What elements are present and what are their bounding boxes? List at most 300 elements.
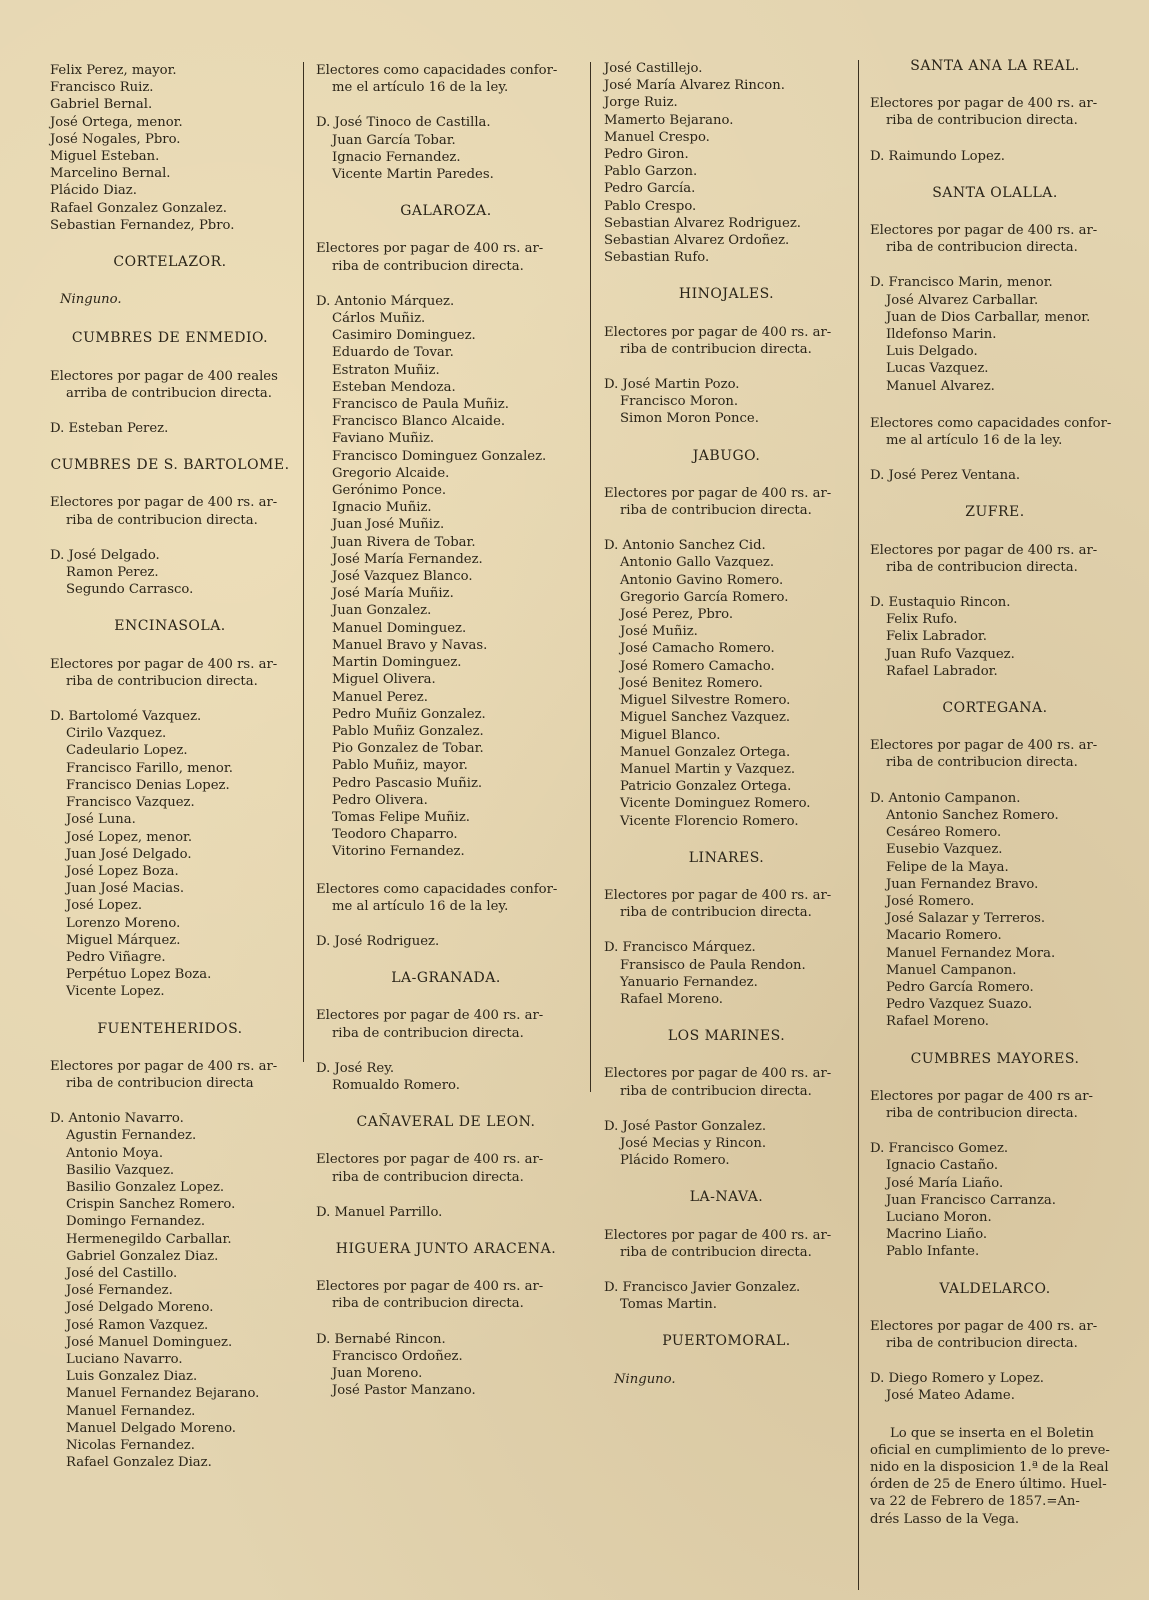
elector-name: Hermenegildo Carballar. [66, 1231, 232, 1247]
elector-name: D. Francisco Gomez. [870, 1141, 1009, 1157]
elector-list [316, 293, 576, 861]
intro-line: riba de contribucion directa. [886, 559, 1078, 575]
elector-name: Ramon Perez. [66, 565, 159, 581]
intro-line: Electores por pagar de 400 reales [50, 368, 278, 384]
intro-line: riba de contribucion directa. [886, 113, 1078, 129]
section-intro [316, 1278, 576, 1312]
elector-name: D. Eustaquio Rincon. [870, 595, 1011, 611]
intro-line: riba de contribucion directa. [332, 1296, 524, 1312]
elector-name: D. Francisco Marin, menor. [870, 275, 1053, 291]
elector-name: José Fernandez. [66, 1283, 173, 1299]
closing-note [870, 1425, 1120, 1528]
elector-name: Ignacio Muñiz. [332, 500, 432, 516]
elector-name: Manuel Fernandez. [66, 1403, 196, 1419]
section-title: PUERTOMORAL. [662, 1333, 791, 1350]
elector-name: Miguel Esteban. [50, 149, 160, 165]
elector-name: Ignacio Castaño. [886, 1158, 999, 1174]
section-intro [870, 737, 1120, 771]
elector-name: José María Fernandez. [332, 551, 483, 567]
elector-name: Lucas Vazquez. [886, 361, 989, 377]
elector-name: Pedro Olivera. [332, 792, 428, 808]
elector-name: Patricio Gonzalez Ortega. [620, 779, 792, 795]
intro-line: riba de contribucion directa. [332, 1169, 524, 1185]
intro-line: Electores por pagar de 400 rs. ar- [870, 1318, 1098, 1334]
note-line: Lo que se inserta en el Boletin [890, 1425, 1094, 1441]
elector-name: D. Raimundo Lopez. [870, 148, 1005, 164]
elector-name: Cirilo Vazquez. [66, 726, 167, 742]
section-intro [50, 368, 290, 402]
elector-list [316, 1060, 576, 1094]
section-title: JABUGO. [692, 447, 761, 464]
elector-name: Pedro García Romero. [886, 979, 1034, 995]
elector-name: José Luna. [66, 812, 136, 828]
elector-name: Pedro Giron. [604, 147, 689, 163]
elector-name: Eduardo de Tovar. [332, 345, 454, 361]
elector-name: D. Antonio Sanchez Cid. [604, 538, 766, 554]
section-title: ZUFRE. [965, 504, 1025, 521]
intro-line: Electores como capacidades confor- [316, 881, 558, 897]
section-encinasola [50, 618, 290, 1000]
elector-name: Sebastian Alvarez Ordoñez. [604, 233, 790, 249]
elector-name: Francisco Farillo, menor. [66, 760, 233, 776]
elector-name: Pedro García. [604, 181, 696, 197]
elector-list [604, 1279, 849, 1313]
elector-name: Simon Moron Ponce. [620, 411, 759, 427]
column-3 [604, 60, 849, 1410]
intro-line: Electores por pagar de 400 rs. ar- [870, 738, 1098, 754]
intro-line: riba de contribucion directa. [620, 905, 812, 921]
elector-name: José Alvarez Carballar. [886, 292, 1039, 308]
intro-line: riba de contribucion directa. [886, 755, 1078, 771]
elector-name: Francisco Moron. [620, 394, 739, 410]
elector-name: Francisco Ruiz. [50, 80, 154, 96]
elector-list [870, 274, 1120, 394]
elector-name: Pablo Muñiz Gonzalez. [332, 723, 484, 739]
intro-line: riba de contribucion directa. [620, 341, 812, 357]
section-capacidades [316, 62, 576, 183]
elector-name: Sebastian Fernandez, Pbro. [50, 217, 235, 233]
section-title: HINOJALES. [678, 286, 775, 303]
elector-list [870, 1370, 1120, 1404]
section-title: SANTA OLALLA. [932, 184, 1058, 201]
elector-name: Mamerto Bejarano. [604, 112, 734, 128]
elector-name: D. José Rodriguez. [316, 933, 440, 949]
elector-name: José Muñiz. [620, 624, 698, 640]
elector-name: Francisco Ordoñez. [332, 1348, 463, 1364]
elector-name: Cesáreo Romero. [886, 825, 1002, 841]
elector-name: Manuel Gonzalez Ortega. [620, 744, 791, 760]
elector-name: Crispin Sanchez Romero. [66, 1197, 236, 1213]
section-intro [870, 415, 1120, 449]
elector-name: José Ramon Vazquez. [66, 1317, 209, 1333]
section-title: LA-GRANADA. [391, 970, 501, 987]
elector-name: José Mecias y Rincon. [620, 1135, 767, 1151]
section-higuera [316, 1241, 576, 1399]
elector-name: Rafael Gonzalez Gonzalez. [50, 200, 227, 216]
intro-line: riba de contribucion directa. [620, 1244, 812, 1260]
elector-name: Pablo Muñiz, mayor. [332, 758, 468, 774]
elector-list [604, 1118, 849, 1170]
elector-name: D. José Tinoco de Castilla. [316, 115, 491, 131]
elector-list [50, 420, 290, 437]
elector-name: Luis Gonzalez Diaz. [66, 1369, 198, 1385]
section-intro [50, 656, 290, 690]
elector-name: Miguel Blanco. [620, 727, 721, 743]
elector-name: Ildefonso Marin. [886, 327, 997, 343]
section-la-granada [316, 970, 576, 1094]
elector-list [870, 467, 1120, 484]
elector-name: Juan Rufo Vazquez. [886, 646, 1015, 662]
elector-name: D. Bernabé Rincon. [316, 1331, 446, 1347]
elector-name: Pedro Muñiz Gonzalez. [332, 706, 486, 722]
elector-name: Felipe de la Maya. [886, 859, 1009, 875]
elector-name: Gabriel Gonzalez Diaz. [66, 1248, 219, 1264]
section-los-marines [604, 1028, 849, 1169]
intro-line: riba de contribucion directa. [620, 503, 812, 519]
elector-name: José María Liaño. [886, 1175, 1004, 1191]
intro-line: riba de contribucion directa [66, 1075, 254, 1091]
elector-name: Basilio Vazquez. [66, 1162, 175, 1178]
elector-name: Francisco Dominguez Gonzalez. [332, 448, 547, 464]
elector-name: Faviano Muñiz. [332, 431, 435, 447]
section-puertomoral [604, 1333, 849, 1387]
elector-name: Antonio Gavino Romero. [620, 572, 784, 588]
elector-name: José Lopez Boza. [66, 863, 179, 879]
elector-list [316, 933, 576, 950]
elector-name: D. José Pastor Gonzalez. [604, 1118, 767, 1134]
elector-name: José Manuel Dominguez. [66, 1334, 233, 1350]
elector-name: Gerónimo Ponce. [332, 483, 447, 499]
intro-line: Electores por pagar de 400 rs. ar- [316, 1152, 544, 1168]
elector-name: Cadeulario Lopez. [66, 743, 188, 759]
intro-line: Electores como capacidades confor- [316, 63, 558, 78]
section-intro [316, 1007, 576, 1041]
intro-line: Electores por pagar de 400 rs ar- [870, 1088, 1094, 1104]
elector-name: Juan de Dios Carballar, menor. [886, 309, 1091, 325]
note-line: drés Lasso de la Vega. [870, 1511, 1020, 1527]
section-title: CORTEGANA. [942, 700, 1048, 717]
elector-name: Juan José Delgado. [66, 846, 192, 862]
elector-name: Manuel Alvarez. [886, 378, 995, 394]
intro-line: Electores por pagar de 400 rs. ar- [604, 1227, 832, 1243]
elector-name: Antonio Gallo Vazquez. [620, 555, 775, 571]
elector-name: Felix Rufo. [886, 612, 958, 628]
elector-name: Pablo Infante. [886, 1244, 980, 1260]
elector-name: Gabriel Bernal. [50, 97, 153, 113]
elector-name: D. Antonio Campanon. [870, 790, 1021, 806]
section-santa-olalla-capacidades [870, 415, 1120, 485]
elector-name: Cárlos Muñiz. [332, 311, 426, 327]
section-intro [604, 324, 849, 358]
note-line: nido en la disposicion 1.ª de la Real [870, 1459, 1109, 1475]
section-title: LINARES. [688, 849, 765, 866]
section-galaroza [316, 203, 576, 860]
section-zufre [870, 504, 1120, 680]
section-jabugo [604, 448, 849, 830]
elector-name: José Salazar y Terreros. [886, 911, 1046, 927]
elector-name: José Benitez Romero. [620, 675, 763, 691]
intro-line: riba de contribucion directa. [332, 258, 524, 274]
column-1 [50, 62, 290, 1491]
section-title: CUMBRES MAYORES. [910, 1050, 1080, 1067]
section-intro [604, 887, 849, 921]
intro-line: Electores por pagar de 400 rs. ar- [604, 887, 832, 903]
elector-name: Rafael Moreno. [620, 991, 723, 1007]
elector-name: D. Manuel Parrillo. [316, 1204, 443, 1220]
elector-name: Luciano Moron. [886, 1209, 992, 1225]
elector-name: Macario Romero. [886, 928, 1002, 944]
elector-name: Luciano Navarro. [66, 1351, 183, 1367]
elector-name: Manuel Fernandez Bejarano. [66, 1386, 260, 1402]
section-intro [316, 1151, 576, 1185]
section-santa-olalla [870, 185, 1120, 395]
elector-name: Manuel Crespo. [604, 129, 710, 145]
elector-name: D. José Rey. [316, 1060, 395, 1076]
section-title: CUMBRES DE S. BARTOLOME. [50, 457, 290, 474]
section-title: FUENTEHERIDOS. [97, 1020, 243, 1037]
ninguno-text: Ninguno. [614, 1371, 676, 1387]
elector-name: Esteban Mendoza. [332, 379, 456, 395]
elector-name: Felix Perez, mayor. [50, 63, 177, 78]
elector-name: D. José Delgado. [50, 547, 160, 563]
intro-line: riba de contribucion directa. [886, 240, 1078, 256]
intro-line: Electores por pagar de 400 rs. ar- [870, 96, 1098, 112]
elector-list [870, 148, 1120, 165]
elector-name: Tomas Martin. [620, 1297, 717, 1313]
elector-name: Rafael Labrador. [886, 663, 998, 679]
elector-name: José Pastor Manzano. [332, 1383, 476, 1399]
elector-name: José María Alvarez Rincon. [604, 78, 785, 94]
intro-line: riba de contribucion directa. [886, 1335, 1078, 1351]
intro-line: Electores por pagar de 400 rs. ar- [316, 241, 544, 257]
intro-line: Electores por pagar de 400 rs. ar- [316, 1279, 544, 1295]
elector-name: José Nogales, Pbro. [50, 131, 181, 147]
section-intro [50, 494, 290, 528]
elector-name: Miguel Silvestre Romero. [620, 693, 791, 709]
intro-line: Electores por pagar de 400 rs. ar- [604, 324, 832, 340]
elector-name: José del Castillo. [66, 1265, 178, 1281]
section-santa-ana [870, 58, 1120, 165]
elector-list [604, 376, 849, 428]
elector-name: Antonio Moya. [66, 1145, 164, 1161]
section-intro [870, 542, 1120, 576]
column-rule [590, 62, 591, 1092]
elector-name: Manuel Martin y Vazquez. [620, 761, 796, 777]
section-cumbres-bartolome [50, 457, 290, 598]
elector-name: Fransisco de Paula Rendon. [620, 957, 806, 973]
elector-name: Juan Rivera de Tobar. [332, 534, 476, 550]
elector-name: Juan Fernandez Bravo. [886, 876, 1039, 892]
elector-name: José Castillejo. [604, 61, 703, 76]
elector-name: Nicolas Fernandez. [66, 1438, 195, 1453]
elector-name: Miguel Olivera. [332, 672, 436, 688]
elector-name: D. Antonio Márquez. [316, 293, 455, 309]
elector-name: Eusebio Vazquez. [886, 842, 1003, 858]
elector-list [870, 594, 1120, 680]
elector-name: Francisco Vazquez. [66, 795, 195, 811]
section-title: LOS MARINES. [667, 1028, 786, 1045]
elector-list [870, 790, 1120, 1031]
intro-line: riba de contribucion directa. [66, 673, 258, 689]
elector-name: D. Francisco Márquez. [604, 940, 756, 956]
elector-name: Vicente Lopez. [66, 984, 165, 1000]
intro-line: me al artículo 16 de la ley. [332, 898, 509, 914]
elector-name: Macrino Liaño. [886, 1227, 988, 1243]
section-intro [870, 1088, 1120, 1122]
elector-name: D. José Martin Pozo. [604, 377, 740, 393]
elector-name: Francisco de Paula Muñiz. [332, 397, 509, 413]
elector-list [316, 1204, 576, 1221]
elector-list [50, 1110, 290, 1471]
elector-name: Pedro Vazquez Suazo. [886, 997, 1033, 1013]
intro-line: Electores por pagar de 400 rs. ar- [50, 656, 278, 672]
column-rule [858, 60, 859, 1590]
section-title: LA-NAVA. [689, 1189, 764, 1206]
elector-name: Manuel Perez. [332, 689, 428, 705]
section-hinojales [604, 286, 849, 427]
elector-name: José Camacho Romero. [620, 641, 775, 657]
elector-name: Plácido Diaz. [50, 183, 137, 199]
elector-list [604, 939, 849, 1008]
section-title: CAÑAVERAL DE LEON. [356, 1114, 536, 1131]
elector-name: Gregorio Alcaide. [332, 465, 450, 481]
elector-name: Rafael Moreno. [886, 1014, 989, 1030]
elector-name: D. Francisco Javier Gonzalez. [604, 1279, 801, 1295]
elector-name: Estraton Muñiz. [332, 362, 440, 378]
elector-list [316, 1331, 576, 1400]
intro-line: Electores por pagar de 400 rs. ar- [604, 485, 832, 501]
elector-name: Romualdo Romero. [332, 1077, 460, 1093]
section-valdelarco [870, 1281, 1120, 1405]
section-intro [50, 1058, 290, 1092]
note-line: va 22 de Febrero de 1857.=An- [870, 1494, 1080, 1510]
elector-name: Francisco Denias Lopez. [66, 777, 230, 793]
section-intro [604, 1065, 849, 1099]
elector-name: Sebastian Rufo. [604, 250, 710, 266]
section-title: GALAROZA. [400, 203, 492, 220]
section-intro [604, 485, 849, 519]
intro-line: Electores como capacidades confor- [870, 415, 1112, 431]
section-galaroza-capacidades [316, 881, 576, 951]
elector-name: Segundo Carrasco. [66, 582, 194, 598]
section-title: ENCINASOLA. [114, 618, 226, 635]
elector-name: Manuel Dominguez. [332, 620, 467, 636]
section-title: SANTA ANA LA REAL. [910, 58, 1080, 74]
intro-line: Electores por pagar de 400 rs. ar- [870, 542, 1098, 558]
section-title: HIGUERA JUNTO ARACENA. [335, 1240, 557, 1257]
elector-name: Rafael Gonzalez Diaz. [66, 1455, 212, 1471]
elector-name: Manuel Delgado Moreno. [66, 1420, 236, 1436]
elector-name: Juan Francisco Carranza. [886, 1192, 1056, 1208]
section-intro [316, 62, 576, 96]
elector-name: Pedro Pascasio Muñiz. [332, 775, 483, 791]
elector-list [50, 547, 290, 599]
intro-line: Electores por pagar de 400 rs. ar- [316, 1008, 544, 1024]
section-title: VALDELARCO. [939, 1280, 1051, 1297]
elector-list [316, 114, 576, 183]
section-cortelazor [50, 254, 290, 308]
elector-name: Juan Gonzalez. [332, 603, 432, 619]
elector-name: Vitorino Fernandez. [332, 844, 465, 860]
elector-name: Vicente Martin Paredes. [332, 167, 494, 183]
elector-name: Manuel Fernandez Mora. [886, 945, 1056, 961]
elector-name: Marcelino Bernal. [50, 166, 171, 182]
section-title: CUMBRES DE ENMEDIO. [71, 330, 269, 347]
elector-name: Juan José Macias. [66, 881, 185, 897]
intro-line: arriba de contribucion directa. [66, 385, 272, 401]
intro-line: Electores por pagar de 400 rs. ar- [50, 1058, 278, 1074]
elector-name: Vicente Dominguez Romero. [620, 796, 811, 812]
elector-name: Teodoro Chaparro. [332, 827, 458, 843]
elector-name: D. Antonio Navarro. [50, 1111, 184, 1127]
elector-name: Pablo Crespo. [604, 198, 697, 214]
intro-line: me el artículo 16 de la ley. [332, 80, 509, 96]
section-intro [870, 95, 1120, 129]
elector-list [604, 537, 849, 829]
elector-name: Domingo Fernandez. [66, 1214, 206, 1230]
elector-name: Pio Gonzalez de Tobar. [332, 741, 484, 757]
note-line: oficial en cumplimiento de lo preve- [870, 1442, 1110, 1458]
column-4 [870, 42, 1120, 1528]
elector-name: José Mateo Adame. [886, 1388, 1015, 1404]
section-cortegana [870, 700, 1120, 1030]
elector-list [870, 1140, 1120, 1260]
intro-line: Electores por pagar de 400 rs. ar- [50, 495, 278, 511]
section-cumbres-enmedio [50, 330, 290, 437]
elector-name: Martin Dominguez. [332, 655, 462, 671]
elector-name: Jorge Ruiz. [604, 95, 678, 111]
elector-name: José Lopez. [66, 898, 143, 914]
elector-name: Ignacio Fernandez. [332, 149, 461, 165]
elector-name: José Ortega, menor. [50, 114, 183, 130]
elector-name: José Romero. [886, 893, 975, 909]
elector-name: José Vazquez Blanco. [332, 569, 473, 585]
elector-name: Agustin Fernandez. [66, 1128, 197, 1144]
intro-line: riba de contribucion directa. [886, 1105, 1078, 1121]
continued-list [604, 60, 849, 266]
section-intro [604, 1227, 849, 1261]
continued-list [50, 62, 290, 234]
column-rule [303, 62, 304, 1062]
section-fuenteheridos [50, 1021, 290, 1472]
elector-list [50, 708, 290, 1000]
elector-name: José Romero Camacho. [620, 658, 775, 674]
elector-name: Francisco Blanco Alcaide. [332, 414, 506, 430]
elector-name: Antonio Sanchez Romero. [886, 807, 1059, 823]
elector-name: D. Bartolomé Vazquez. [50, 709, 202, 725]
elector-name: Pedro Viñagre. [66, 949, 166, 965]
section-intro [316, 240, 576, 274]
section-canaveral [316, 1114, 576, 1221]
elector-name: José Delgado Moreno. [66, 1300, 214, 1316]
intro-line: riba de contribucion directa. [620, 1083, 812, 1099]
elector-name: José María Muñiz. [332, 586, 454, 602]
elector-name: José Lopez, menor. [66, 829, 193, 845]
section-title: CORTELAZOR. [113, 254, 227, 271]
elector-name: Perpétuo Lopez Boza. [66, 967, 212, 983]
elector-name: Miguel Márquez. [66, 932, 181, 948]
note-line: órden de 25 de Enero último. Huel- [870, 1477, 1107, 1493]
elector-name: Miguel Sanchez Vazquez. [620, 710, 791, 726]
elector-name: Casimiro Dominguez. [332, 328, 476, 344]
elector-name: D. Diego Romero y Lopez. [870, 1371, 1044, 1387]
elector-name: D. Esteban Perez. [50, 421, 169, 437]
elector-name: Basilio Gonzalez Lopez. [66, 1179, 225, 1195]
elector-name: Manuel Campanon. [886, 962, 1017, 978]
elector-name: Pablo Garzon. [604, 164, 698, 180]
elector-name: D. José Perez Ventana. [870, 468, 1021, 484]
intro-line: riba de contribucion directa. [66, 512, 258, 528]
